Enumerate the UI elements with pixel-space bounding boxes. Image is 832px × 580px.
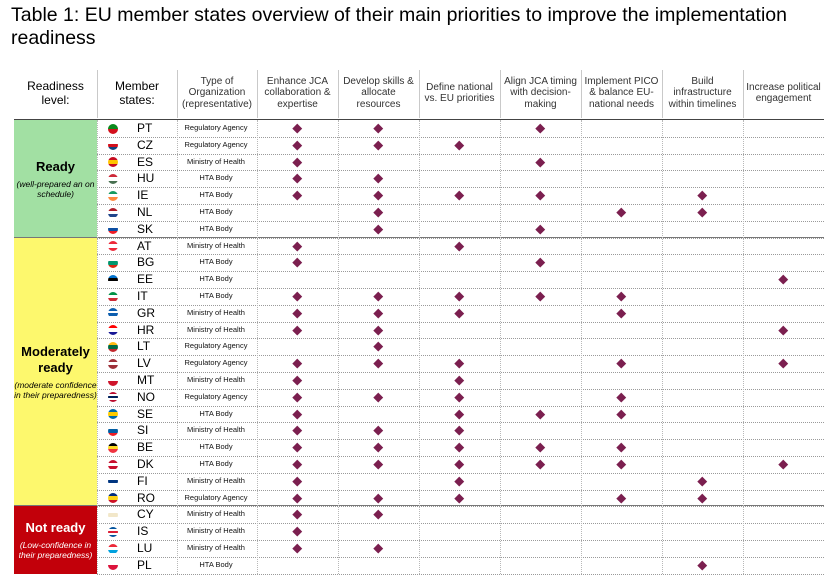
priority-marker-icon bbox=[374, 426, 383, 435]
country-code: BG bbox=[137, 255, 155, 270]
readiness-group-description: (Low-confidence in their preparedness) bbox=[18, 539, 93, 560]
table-row bbox=[97, 204, 824, 222]
country-code: LV bbox=[137, 356, 151, 371]
priority-marker-icon bbox=[617, 443, 626, 452]
header-separator bbox=[500, 70, 501, 118]
country-flag-icon bbox=[108, 527, 118, 537]
header-readiness-level: Readiness level: bbox=[27, 79, 84, 107]
table-row bbox=[97, 473, 824, 491]
header-separator bbox=[419, 70, 420, 118]
priority-marker-icon bbox=[455, 292, 464, 301]
priority-marker-icon bbox=[374, 325, 383, 334]
priority-marker-icon bbox=[779, 359, 788, 368]
priority-marker-icon bbox=[293, 376, 302, 385]
priority-marker-icon bbox=[536, 191, 545, 200]
country-code: RO bbox=[137, 490, 155, 505]
header-separator bbox=[257, 70, 258, 118]
priority-marker-icon bbox=[536, 258, 545, 267]
organization-type: Ministry of Health bbox=[187, 475, 245, 485]
organization-type: HTA Body bbox=[199, 223, 233, 233]
priority-marker-icon bbox=[374, 443, 383, 452]
priority-marker-icon bbox=[374, 191, 383, 200]
header-priority-1: Enhance JCA collaboration & expertise bbox=[264, 75, 331, 110]
priority-marker-icon bbox=[293, 443, 302, 452]
header-priority-3: Define national vs. EU priorities bbox=[424, 81, 495, 104]
country-code: DK bbox=[137, 457, 154, 471]
column-separator bbox=[419, 120, 420, 574]
organization-type: Ministry of Health bbox=[187, 307, 245, 317]
country-flag-icon bbox=[108, 510, 118, 520]
priority-marker-icon bbox=[293, 409, 302, 418]
header-separator bbox=[581, 70, 582, 118]
priority-marker-icon bbox=[374, 224, 383, 233]
country-code: IT bbox=[137, 289, 148, 303]
priority-marker-icon bbox=[374, 124, 383, 133]
priority-marker-icon bbox=[455, 409, 464, 418]
priority-marker-icon bbox=[293, 359, 302, 368]
country-flag-icon bbox=[108, 325, 118, 335]
header-separator bbox=[177, 70, 178, 118]
priority-marker-icon bbox=[455, 392, 464, 401]
country-code: FI bbox=[137, 473, 148, 488]
priority-marker-icon bbox=[779, 275, 788, 284]
table-row bbox=[97, 557, 824, 575]
readiness-group-1 bbox=[14, 238, 97, 507]
column-separator bbox=[338, 120, 339, 574]
country-flag-icon bbox=[108, 392, 118, 402]
table-row bbox=[97, 322, 824, 340]
organization-type: HTA Body bbox=[199, 173, 233, 183]
priority-marker-icon bbox=[374, 174, 383, 183]
organization-type: HTA Body bbox=[199, 190, 233, 200]
table-row bbox=[97, 355, 824, 373]
country-code: NL bbox=[137, 205, 153, 219]
country-code: ES bbox=[137, 154, 154, 169]
priority-marker-icon bbox=[374, 140, 383, 149]
priority-marker-icon bbox=[293, 292, 302, 301]
priority-marker-icon bbox=[293, 510, 302, 519]
country-code: SE bbox=[137, 406, 154, 421]
country-flag-icon bbox=[108, 409, 118, 419]
priority-marker-icon bbox=[374, 359, 383, 368]
table-row bbox=[97, 540, 824, 558]
organization-type: Ministry of Health bbox=[187, 425, 245, 435]
priority-marker-icon bbox=[374, 544, 383, 553]
country-code: SI bbox=[137, 423, 149, 438]
header-priority-2: Develop skills & allocate resources bbox=[343, 75, 414, 110]
priority-marker-icon bbox=[374, 342, 383, 351]
priority-marker-icon bbox=[293, 157, 302, 166]
country-flag-icon bbox=[108, 376, 118, 386]
table-row bbox=[97, 523, 824, 541]
table-row bbox=[97, 422, 824, 440]
organization-type: Regulatory Agency bbox=[184, 341, 248, 351]
country-flag-icon bbox=[108, 292, 118, 302]
priority-marker-icon bbox=[293, 527, 302, 536]
readiness-group-name: Moderately ready bbox=[21, 343, 90, 375]
header-priority-6: Build infrastructure within timelines bbox=[668, 75, 737, 110]
table-row bbox=[97, 456, 824, 474]
priority-marker-icon bbox=[293, 258, 302, 267]
country-code: SK bbox=[137, 221, 154, 236]
priority-marker-icon bbox=[698, 191, 707, 200]
country-code: HR bbox=[137, 322, 155, 337]
priority-marker-icon bbox=[374, 460, 383, 469]
priority-marker-icon bbox=[374, 392, 383, 401]
readiness-group-name: Not ready bbox=[25, 519, 86, 535]
organization-type: HTA Body bbox=[199, 207, 233, 216]
priority-marker-icon bbox=[455, 426, 464, 435]
priority-marker-icon bbox=[617, 493, 626, 502]
priority-marker-icon bbox=[293, 325, 302, 334]
priority-marker-icon bbox=[293, 174, 302, 183]
priority-marker-icon bbox=[293, 308, 302, 317]
country-code: CY bbox=[137, 507, 154, 522]
priority-marker-icon bbox=[293, 544, 302, 553]
table-row bbox=[97, 154, 824, 172]
priority-marker-icon bbox=[455, 376, 464, 385]
header-organization-type: Type of Organization (representative) bbox=[181, 75, 253, 110]
header-separator bbox=[662, 70, 663, 118]
country-flag-icon bbox=[108, 157, 118, 167]
country-flag-icon bbox=[108, 224, 118, 234]
table-title: Table 1: EU member states overview of their main priorities to improve the implementation readiness bbox=[11, 4, 787, 49]
priority-marker-icon bbox=[536, 124, 545, 133]
header-member-states: Member states: bbox=[114, 79, 159, 107]
country-flag-icon bbox=[108, 140, 118, 150]
country-flag-icon bbox=[108, 191, 118, 201]
table-row bbox=[97, 120, 824, 138]
priority-marker-icon bbox=[293, 493, 302, 502]
priority-marker-icon bbox=[455, 308, 464, 317]
priority-marker-icon bbox=[293, 392, 302, 401]
organization-type: Regulatory Agency bbox=[184, 391, 248, 401]
country-code: MT bbox=[137, 373, 155, 387]
country-code: NO bbox=[137, 389, 155, 404]
country-code: CZ bbox=[137, 137, 153, 152]
country-flag-icon bbox=[108, 544, 118, 554]
country-flag-icon bbox=[108, 342, 118, 352]
priority-marker-icon bbox=[455, 191, 464, 200]
priority-marker-icon bbox=[617, 460, 626, 469]
country-flag-icon bbox=[108, 174, 118, 184]
country-flag-icon bbox=[108, 359, 118, 369]
header-separator bbox=[743, 70, 744, 118]
priority-marker-icon bbox=[293, 191, 302, 200]
country-flag-icon bbox=[108, 241, 118, 251]
country-code: IS bbox=[137, 524, 149, 539]
priority-marker-icon bbox=[617, 409, 626, 418]
priority-marker-icon bbox=[536, 157, 545, 166]
organization-type: Ministry of Health bbox=[187, 375, 245, 384]
country-flag-icon bbox=[108, 460, 118, 470]
organization-type: Regulatory Agency bbox=[184, 492, 248, 502]
priority-marker-icon bbox=[698, 476, 707, 485]
priority-marker-icon bbox=[617, 208, 626, 217]
table-row bbox=[97, 338, 824, 356]
table-row bbox=[97, 238, 824, 256]
column-separator bbox=[743, 120, 744, 574]
readiness-group-2 bbox=[14, 506, 97, 573]
table-row bbox=[97, 271, 824, 289]
table-row bbox=[97, 254, 824, 272]
organization-type: HTA Body bbox=[199, 291, 233, 300]
country-flag-icon bbox=[108, 308, 118, 318]
priority-marker-icon bbox=[536, 224, 545, 233]
column-separator bbox=[97, 120, 98, 574]
header-priority-5: Implement PICO & balance EU-national needs bbox=[584, 75, 659, 110]
organization-type: Regulatory Agency bbox=[184, 139, 248, 149]
header-priority-4: Align JCA timing with decision-making bbox=[504, 75, 577, 110]
country-flag-icon bbox=[108, 443, 118, 453]
table-row bbox=[97, 439, 824, 457]
priority-marker-icon bbox=[374, 208, 383, 217]
country-code: LT bbox=[137, 339, 151, 354]
table-row bbox=[97, 406, 824, 424]
country-flag-icon bbox=[108, 476, 118, 486]
header-separator bbox=[97, 70, 98, 118]
header-separator bbox=[338, 70, 339, 118]
priority-marker-icon bbox=[698, 560, 707, 569]
priority-marker-icon bbox=[536, 292, 545, 301]
organization-type: HTA Body bbox=[199, 257, 233, 267]
priority-marker-icon bbox=[698, 208, 707, 217]
priority-marker-icon bbox=[698, 493, 707, 502]
country-code: PT bbox=[137, 121, 153, 135]
organization-type: Ministry of Health bbox=[187, 156, 245, 166]
priority-marker-icon bbox=[617, 292, 626, 301]
country-code: HU bbox=[137, 171, 155, 186]
header-priority-7: Increase political engagement bbox=[746, 81, 821, 104]
country-code: BE bbox=[137, 440, 154, 455]
priority-marker-icon bbox=[455, 476, 464, 485]
organization-type: Ministry of Health bbox=[187, 509, 245, 519]
table-row bbox=[97, 288, 824, 306]
country-code: AT bbox=[137, 238, 152, 253]
country-code: EE bbox=[137, 272, 154, 287]
priority-marker-icon bbox=[455, 241, 464, 250]
priority-marker-icon bbox=[617, 392, 626, 401]
priority-marker-icon bbox=[293, 124, 302, 133]
organization-type: Ministry of Health bbox=[187, 324, 245, 334]
readiness-group-0 bbox=[14, 120, 97, 238]
organization-type: HTA Body bbox=[199, 274, 233, 284]
readiness-group-name: Ready bbox=[35, 158, 76, 174]
priority-marker-icon bbox=[374, 292, 383, 301]
country-flag-icon bbox=[108, 493, 118, 503]
column-separator bbox=[662, 120, 663, 574]
country-flag-icon bbox=[108, 258, 118, 268]
priority-marker-icon bbox=[779, 325, 788, 334]
organization-type: Regulatory Agency bbox=[184, 358, 248, 368]
table-row bbox=[97, 187, 824, 205]
priority-marker-icon bbox=[293, 140, 302, 149]
country-flag-icon bbox=[108, 426, 118, 436]
country-flag-icon bbox=[108, 560, 118, 570]
priority-marker-icon bbox=[293, 476, 302, 485]
priority-marker-icon bbox=[455, 359, 464, 368]
table-row bbox=[97, 372, 824, 390]
priority-marker-icon bbox=[455, 443, 464, 452]
priority-marker-icon bbox=[536, 460, 545, 469]
column-separator bbox=[581, 120, 582, 574]
organization-type: Regulatory Agency bbox=[184, 123, 248, 132]
organization-type: Ministry of Health bbox=[187, 543, 245, 552]
table-row bbox=[97, 137, 824, 155]
organization-type: Ministry of Health bbox=[187, 240, 245, 250]
table-row bbox=[97, 305, 824, 323]
column-separator bbox=[257, 120, 258, 574]
country-code: IE bbox=[137, 188, 149, 203]
organization-type: HTA Body bbox=[199, 459, 233, 468]
table-row bbox=[97, 389, 824, 407]
priority-marker-icon bbox=[455, 460, 464, 469]
organization-type: HTA Body bbox=[199, 559, 233, 569]
table-row bbox=[97, 170, 824, 188]
country-code: GR bbox=[137, 305, 155, 320]
organization-type: HTA Body bbox=[199, 442, 233, 452]
priority-marker-icon bbox=[455, 493, 464, 502]
priority-marker-icon bbox=[293, 460, 302, 469]
priority-marker-icon bbox=[536, 409, 545, 418]
column-separator bbox=[500, 120, 501, 574]
country-code: LU bbox=[137, 541, 153, 555]
column-separator bbox=[177, 120, 178, 574]
priority-marker-icon bbox=[536, 443, 545, 452]
readiness-group-description: (well-prepared an on schedule) bbox=[16, 178, 95, 199]
table-row bbox=[97, 506, 824, 524]
priority-marker-icon bbox=[374, 510, 383, 519]
priority-marker-icon bbox=[455, 140, 464, 149]
priority-marker-icon bbox=[293, 241, 302, 250]
priority-marker-icon bbox=[374, 308, 383, 317]
country-flag-icon bbox=[108, 124, 118, 134]
country-flag-icon bbox=[108, 275, 118, 285]
readiness-group-description: (moderate confidence in their preparedness) bbox=[14, 379, 97, 400]
organization-type: Ministry of Health bbox=[187, 526, 245, 536]
organization-type: HTA Body bbox=[199, 408, 233, 418]
country-flag-icon bbox=[108, 208, 118, 218]
priority-marker-icon bbox=[779, 460, 788, 469]
priority-marker-icon bbox=[374, 493, 383, 502]
country-code: PL bbox=[137, 557, 152, 572]
priority-marker-icon bbox=[293, 426, 302, 435]
priority-marker-icon bbox=[617, 308, 626, 317]
priority-marker-icon bbox=[617, 359, 626, 368]
